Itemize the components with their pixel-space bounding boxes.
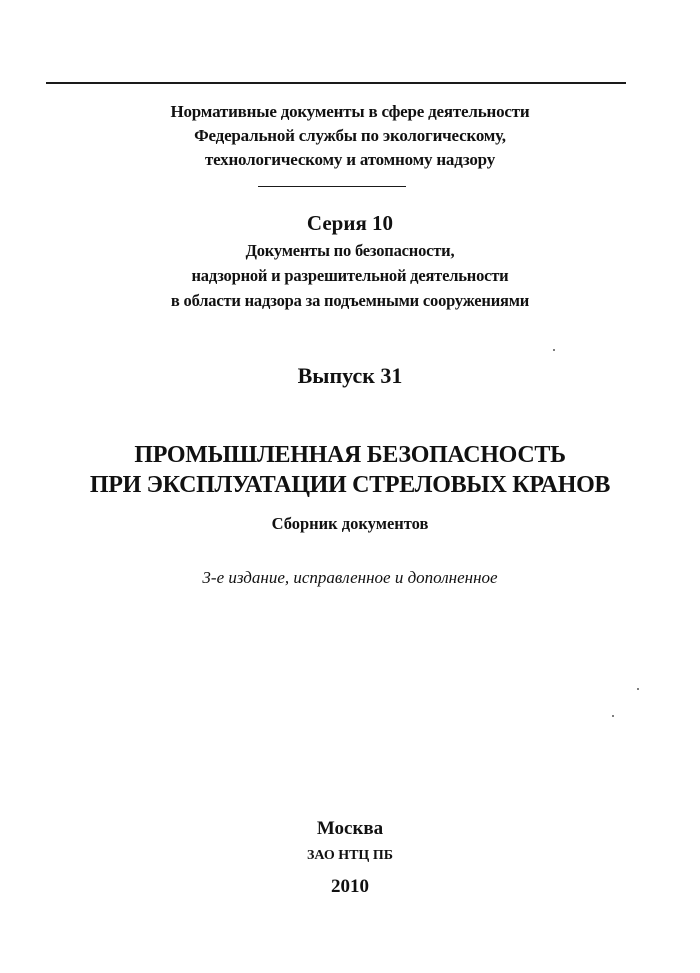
- scan-speck: [553, 349, 555, 351]
- header-line-3: технологическому и атомному надзору: [205, 150, 495, 169]
- edition-note: 3-е издание, исправленное и дополненное: [202, 568, 498, 587]
- subtitle: Сборник документов: [271, 514, 429, 533]
- top-divider: [46, 82, 626, 84]
- publisher-series-header: [0, 100, 700, 172]
- issue-title: Выпуск 31: [297, 363, 403, 388]
- series-line-2: надзорной и разрешительной деятельности: [191, 266, 509, 285]
- main-title-block: [0, 440, 700, 536]
- edition-block: [0, 566, 700, 590]
- header-line-1: Нормативные документы в сфере деятельности: [170, 102, 530, 121]
- series-title: Серия 10: [306, 211, 394, 235]
- imprint-publisher: ЗАО НТЦ ПБ: [307, 848, 393, 863]
- main-title-line-2: ПРИ ЭКСПЛУАТАЦИИ СТРЕЛОВЫХ КРАНОВ: [89, 472, 611, 498]
- imprint-year: 2010: [331, 876, 369, 897]
- series-block: [0, 208, 700, 313]
- scan-speck: [637, 688, 639, 690]
- header-divider: [258, 186, 406, 187]
- main-title-line-1: ПРОМЫШЛЕННАЯ БЕЗОПАСНОСТЬ: [134, 442, 566, 468]
- series-line-1: Документы по безопасности,: [245, 241, 455, 260]
- scan-speck: [612, 715, 614, 717]
- imprint-block: [0, 816, 700, 900]
- issue-block: [0, 361, 700, 391]
- header-line-2: Федеральной службы по экологическому,: [194, 126, 506, 145]
- imprint-city: Москва: [316, 818, 384, 839]
- series-line-3: в области надзора за подъемными сооружениями: [170, 291, 530, 310]
